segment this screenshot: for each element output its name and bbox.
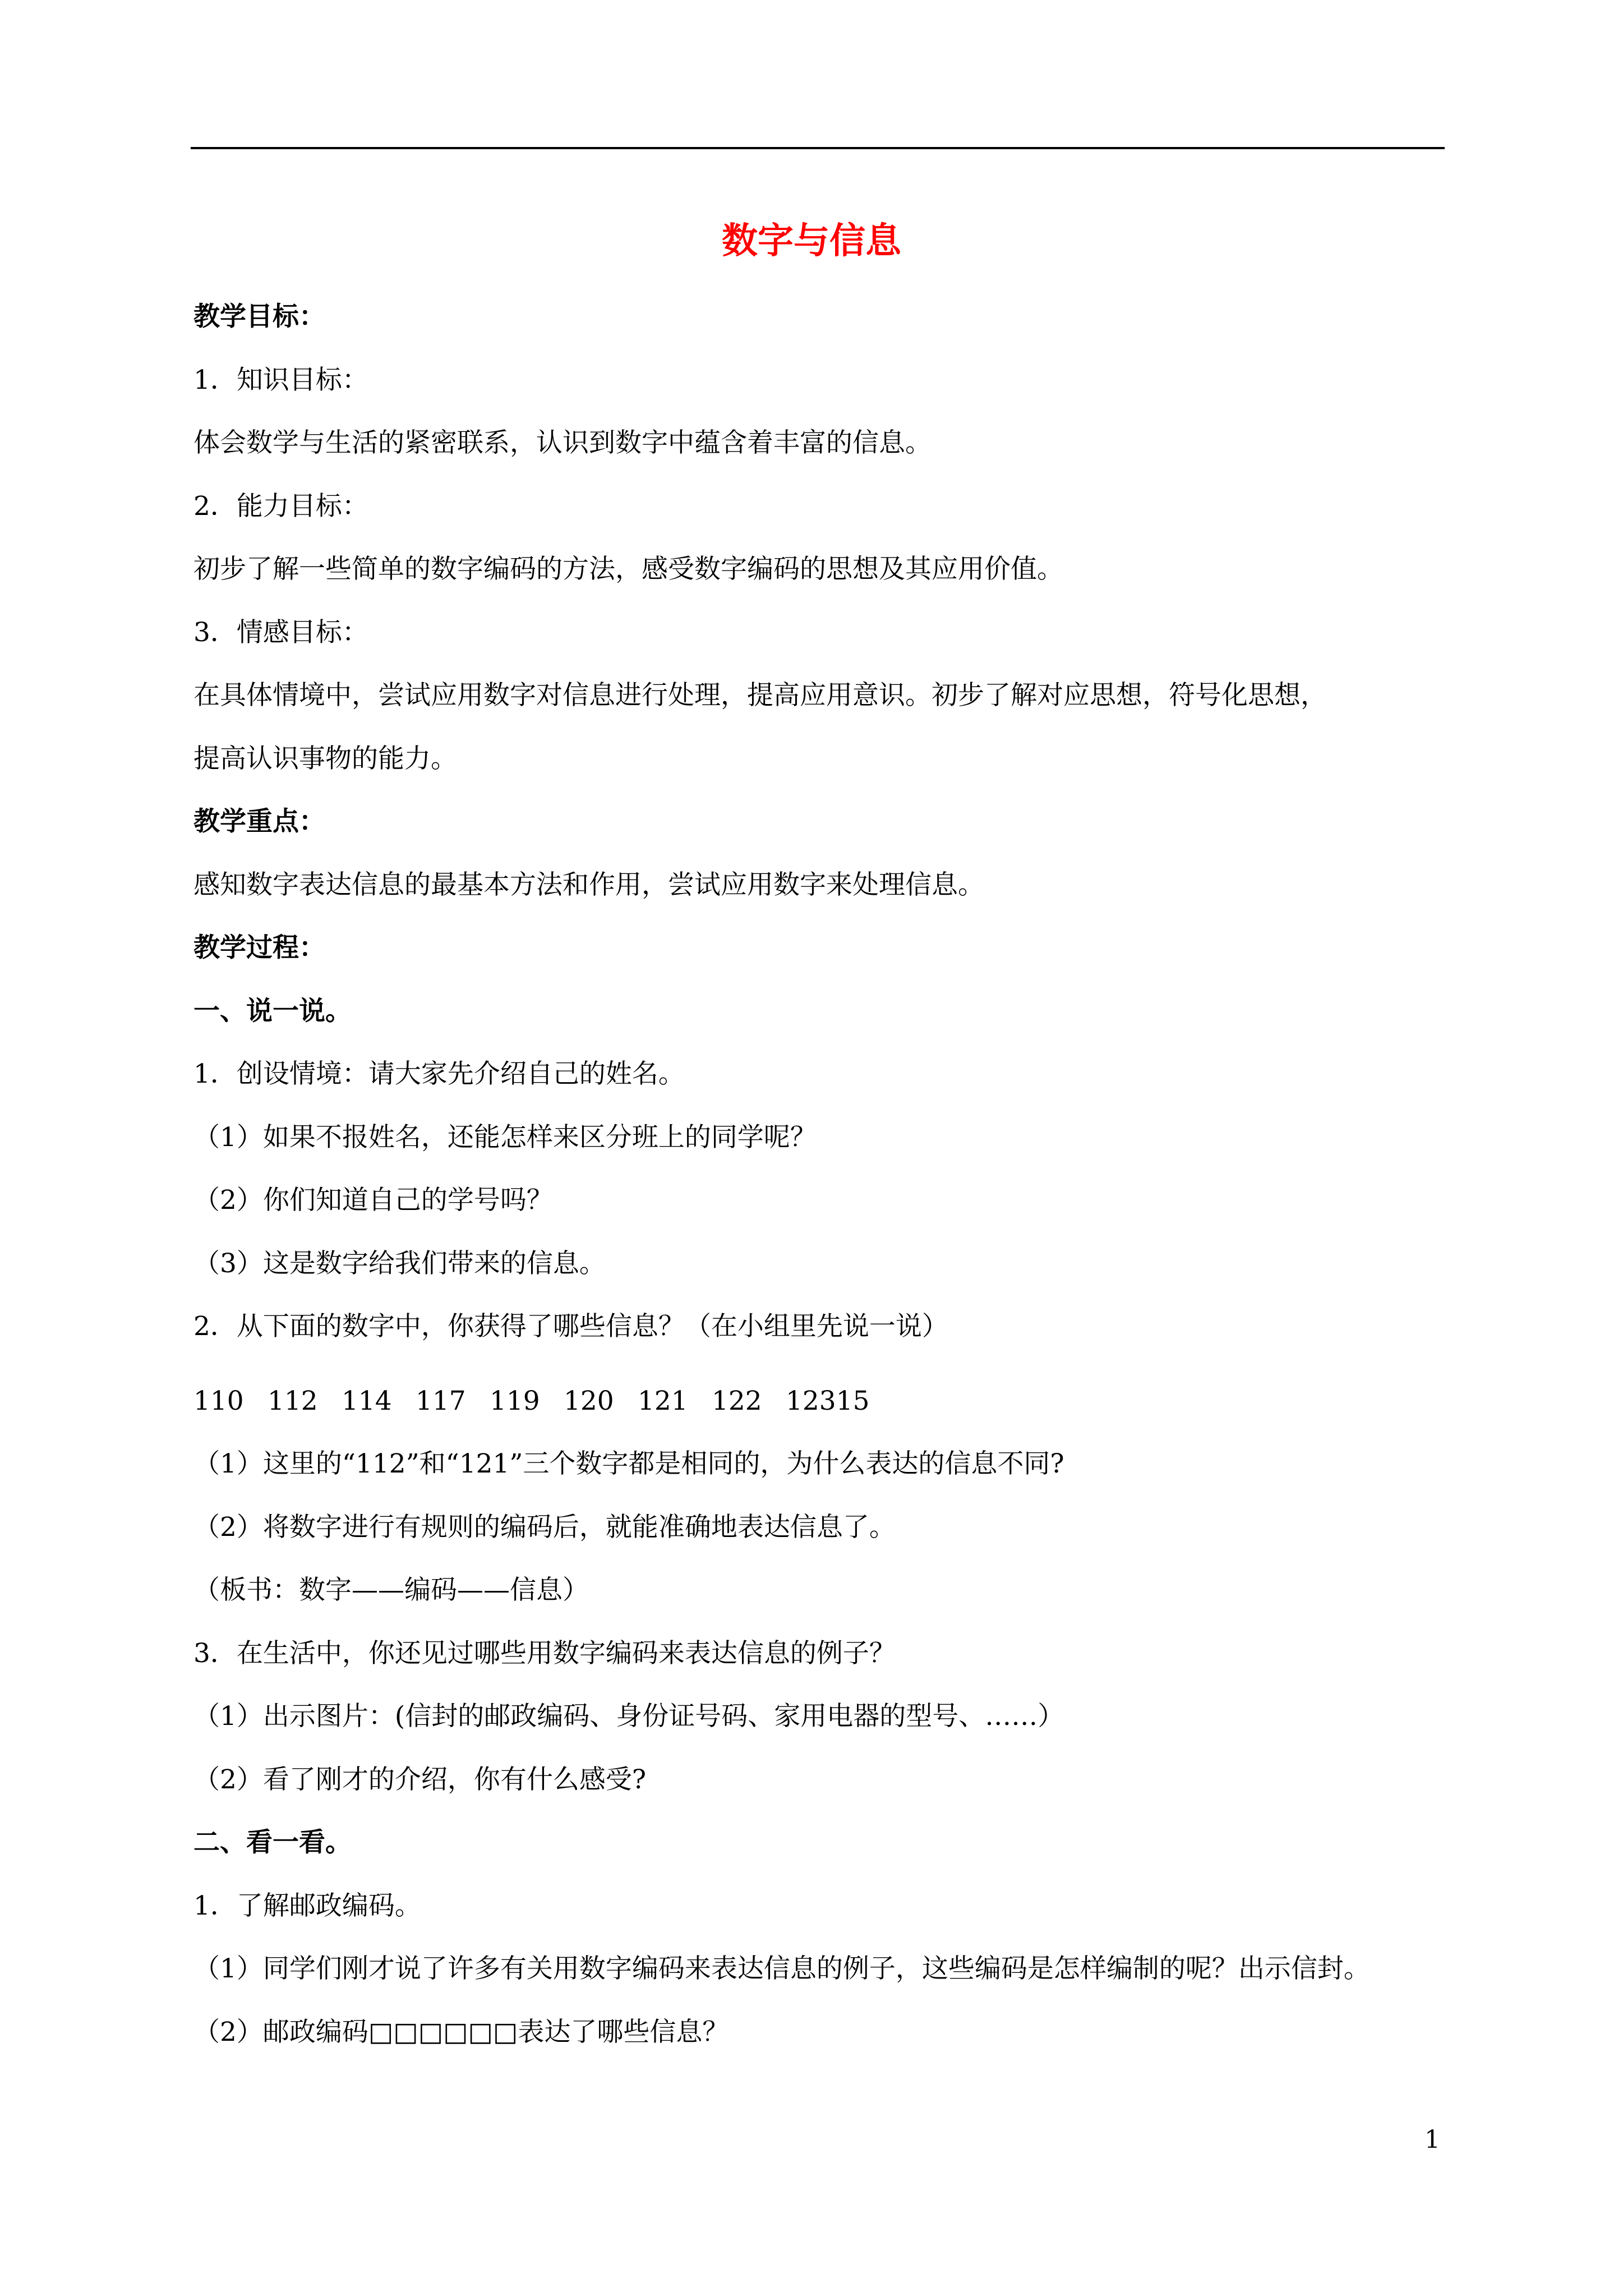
number-item: 112 (268, 1386, 318, 1416)
section-2-item-1-sub-2: （2）邮政编码□□□□□□表达了哪些信息？ (193, 2017, 729, 2047)
number-item: 114 (342, 1386, 392, 1416)
board-note: （板书：数字——编码——信息） (193, 1575, 589, 1605)
number-item: 117 (416, 1386, 466, 1416)
section-1-item-1-sub-1: （1）如果不报姓名，还能怎样来区分班上的同学呢？ (193, 1122, 817, 1153)
keypoint-heading: 教学重点： (193, 806, 325, 837)
objective-2-label: 2．能力目标： (193, 491, 368, 522)
section-1-item-1: 1．创设情境：请大家先介绍自己的姓名。 (193, 1059, 685, 1089)
section-1-item-2: 2．从下面的数字中，你获得了哪些信息？（在小组里先说一说） (193, 1311, 948, 1342)
number-item: 122 (712, 1386, 762, 1416)
objective-1-label: 1．知识目标： (193, 365, 368, 395)
section-1-heading: 一、说一说。 (193, 996, 352, 1027)
objective-3-text-line-2: 提高认识事物的能力。 (193, 743, 457, 774)
objective-3-text-line-1: 在具体情境中，尝试应用数字对信息进行处理，提高应用意识。初步了解对应思想，符号化思想， (193, 680, 1327, 711)
keypoint-text: 感知数字表达信息的最基本方法和作用，尝试应用数字来处理信息。 (193, 869, 984, 900)
section-1-item-3: 3．在生活中，你还见过哪些用数字编码来表达信息的例子？ (193, 1638, 896, 1669)
header-rule (191, 147, 1445, 149)
objectives-heading: 教学目标： (193, 301, 325, 332)
number-item: 120 (564, 1386, 614, 1416)
objective-3-label: 3．情感目标： (193, 617, 368, 648)
number-item: 110 (193, 1386, 244, 1416)
page-title: 数字与信息 (722, 220, 901, 262)
section-1-item-2-sub-2: （2）将数字进行有规则的编码后，就能准确地表达信息了。 (193, 1512, 896, 1543)
section-1-item-3-sub-2: （2）看了刚才的介绍，你有什么感受? (193, 1764, 647, 1795)
section-2-heading: 二、看一看。 (193, 1827, 352, 1858)
objective-2-text: 初步了解一些简单的数字编码的方法，感受数字编码的思想及其应用价值。 (193, 554, 1063, 585)
number-list (193, 1384, 870, 1418)
section-2-item-1-sub-1: （1）同学们刚才说了许多有关用数字编码来表达信息的例子，这些编码是怎样编制的呢？出示信封。 (193, 1953, 1370, 1984)
number-item: 121 (638, 1386, 688, 1416)
objective-1-text: 体会数学与生活的紧密联系，认识到数字中蕴含着丰富的信息。 (193, 427, 932, 458)
section-1-item-3-sub-1: （1）出示图片：(信封的邮政编码、身份证号码、家用电器的型号、……） (193, 1701, 1064, 1732)
process-heading: 教学过程： (193, 932, 325, 963)
section-1-item-2-sub-1: （1）这里的“112”和“121”三个数字都是相同的，为什么表达的信息不同? (193, 1448, 1064, 1479)
section-1-item-1-sub-3: （3）这是数字给我们带来的信息。 (193, 1248, 606, 1279)
section-1-item-1-sub-2: （2）你们知道自己的学号吗？ (193, 1185, 553, 1216)
number-item: 12315 (786, 1386, 870, 1416)
page-number: 1 (1424, 2125, 1440, 2154)
section-2-item-1: 1．了解邮政编码。 (193, 1890, 421, 1921)
number-item: 119 (490, 1386, 540, 1416)
